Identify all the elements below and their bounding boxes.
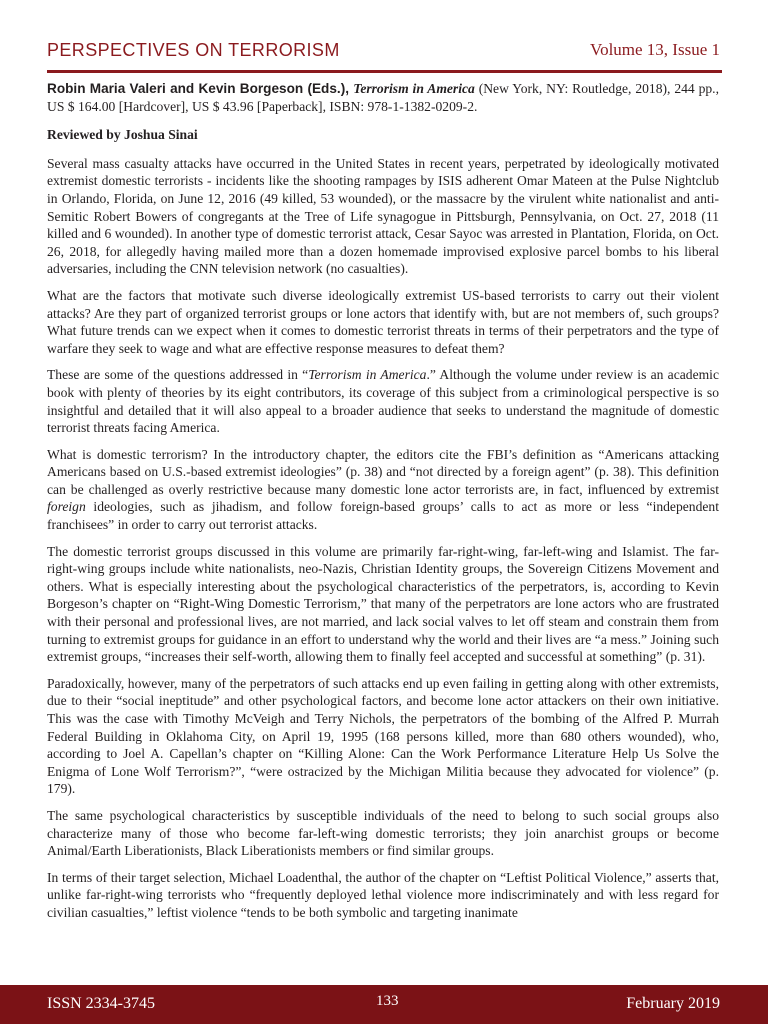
paragraph-3-text-b: .” Although the volume under review is an academic book with plenty of theories by its eight contributors, its coverage of this subject from a criminological perspective is so insightful and detailed that it will also appeal to a broader audience that seeks to understand the magnitude of domestic terrorist threats facing America.	[47, 367, 719, 436]
reviewer-line: Reviewed by Joshua Sinai	[47, 127, 198, 143]
paragraph-6: Paradoxically, however, many of the perpetrators of such attacks end up even failing in getting along with other extremists, due to their “social ineptitude” and other psychological factors, and become lone actor attackers on their own initiative. This was the case with Timothy McVeigh and Terry Nichols, the perpetrators of the bombing of the Alfred P. Murrah Federal Building in Oklahoma City, on April 19, 1995 (168 persons killed, more than 680 others wounded), who, according to Joel A. Capellan’s chapter on “Killing Alone: Can the Work Performance Literature Help Us Solve the Enigma of Lone Wolf Terrorism?”, “were ostracized by the Michigan Militia because they advocated for violence” (p. 179).	[47, 675, 719, 797]
paragraph-4-text-a: What is domestic terrorism? In the introductory chapter, the editors cite the FBI’s definition as “Americans attacking Americans based on U.S.-based extremist ideologies” (p. 38) and “not directed by a foreign agent” (p. 38). This definition can be challenged as overly restrictive because many domestic lone actor terrorists are, in fact, influenced by extremist	[47, 446, 719, 497]
paragraph-8: In terms of their target selection, Michael Loadenthal, the author of the chapter on “Leftist Political Violence,” asserts that, unlike far-right-wing terrorists who “frequently deployed lethal violence more indiscriminately and with less regard for civilian casualties,” leftist violence “tends to be both symbolic and targeting inanimate	[47, 869, 719, 920]
header-divider	[47, 70, 722, 73]
page-number: 133	[376, 993, 399, 1009]
paragraph-4-text-b: ideologies, such as jihadism, and follow foreign-based groups’ calls to act as more or less “independent franchisees” in order to carry out terrorist attacks.	[47, 499, 719, 533]
paragraph-7: The same psychological characteristics by susceptible individuals of the need to belong to such social groups also characterize many of those who become far-left-wing domestic terrorists; they join anarchist groups or become Animal/Earth Liberationists, Black Liberationists members or find similar groups.	[47, 807, 719, 859]
citation-authors: Robin Maria Valeri and Kevin Borgeson (Eds.),	[47, 81, 354, 96]
review-body	[47, 80, 719, 931]
journal-name: PERSPECTIVES ON TERRORISM	[47, 40, 340, 60]
paragraph-3	[47, 366, 719, 436]
paragraph-4	[47, 446, 719, 534]
page-header	[0, 0, 768, 76]
citation-details: (New York, NY: Routledge, 2018), 244 pp., US $ 164.00 [Hardcover], US $ 43.96 [Paperback], ISBN: 978-1-1382-0209-2.	[47, 81, 719, 114]
footer-date: February 2019	[626, 995, 720, 1012]
paragraph-4-emphasis: foreign	[47, 499, 86, 515]
paragraph-1: Several mass casualty attacks have occurred in the United States in recent years, perpetrated by ideologically motivated extremist domestic terrorists - incidents like the shooting rampages by ISIS adherent Omar Mateen at the Pulse Nightclub in Orlando, Florida, on June 12, 2016 (49 killed, 53 wounded), or the massacre by the virulent white nationalist and anti-Semitic Robert Bowers of congregants at the Tree of Life synagogue in Pittsburgh, Pennsylvania, on Oct. 27, 2018 (11 killed and 6 wounded). In another type of domestic terrorist attack, Cesar Sayoc was arrested in Plantation, Florida, on Oct. 26, 2018, for allegedly having mailed more than a dozen homemade improvised explosive parcel bombs to his liberal adversaries, including the CNN television network (no casualties).	[47, 155, 719, 277]
paragraph-3-book-title: Terrorism in America	[308, 367, 427, 383]
citation-title: Terrorism in America	[353, 81, 475, 96]
paragraph-2: What are the factors that motivate such diverse ideologically extremist US-based terrorists to carry out their violent attacks? Are they part of organized terrorist groups or lone actors that identify with, but are not members of, such groups? What future trends can we expect when it comes to domestic terrorist threats in terms of their perpetrators and the type of warfare they seek to wage and what are effective response measures to defeat them?	[47, 287, 719, 356]
paragraph-5: The domestic terrorist groups discussed in this volume are primarily far-right-wing, far-left-wing and Islamist. The far-right-wing groups include white nationalists, neo-Nazis, Christian Identity groups, the Sovereign Citizens Movement and others. What is especially interesting about the psychological characteristics of the perpetrators, is, according to Kevin Borgeson’s chapter on “Right-Wing Domestic Terrorism,” that many of the perpetrators are lone actors who are frustrated with their personal and professional lives, are not married, and lack social valves to let off steam and constrain them from turning to extremist groups for guidance in an effort to understand why the world and their lives are “a mess.” Joining such extremist groups, “increases their self-worth, allowing them to finally feel accepted and successful at something” (p. 31).	[47, 543, 719, 665]
volume-issue: Volume 13, Issue 1	[589, 40, 720, 59]
book-citation	[47, 80, 719, 115]
footer-issn: ISSN 2334-3745	[47, 995, 156, 1012]
paragraph-3-text-a: These are some of the questions addressed in “	[47, 367, 309, 383]
page-footer	[0, 985, 768, 1024]
